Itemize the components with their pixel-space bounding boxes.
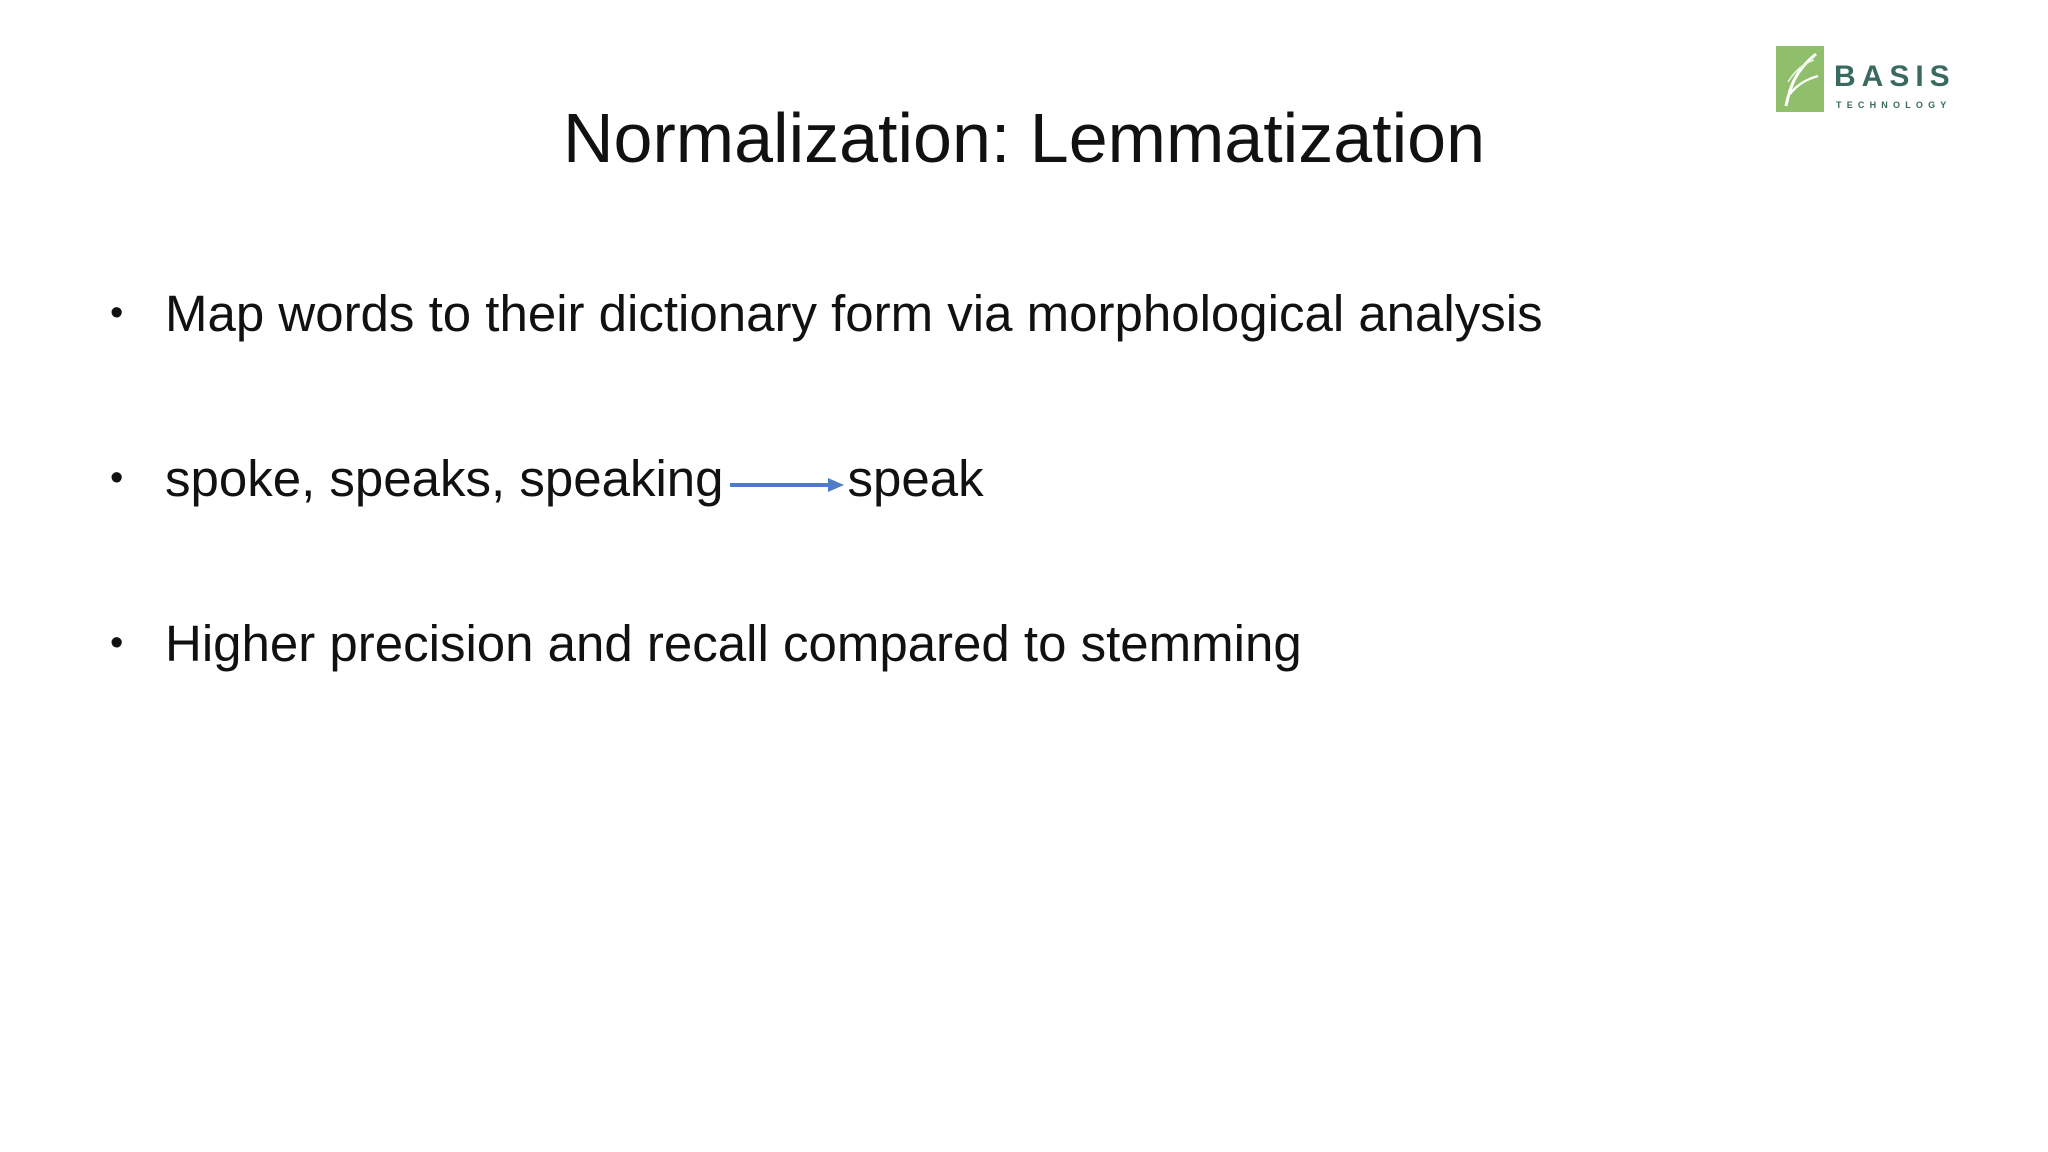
logo-wordmark: BASIS (1834, 60, 1956, 93)
lemma-example (165, 448, 984, 509)
bullet-marker: • (110, 457, 124, 499)
logo-tagline: TECHNOLOGY (1836, 100, 1952, 110)
bullet-text: Map words to their dictionary form via morphological analysis (165, 285, 1543, 342)
right-arrow-icon (728, 470, 846, 500)
bullet-text: Higher precision and recall compared to stemming (165, 615, 1302, 672)
bullet-marker: • (110, 622, 124, 664)
slide-title: Normalization: Lemmatization (562, 99, 1486, 177)
inflected-forms: spoke, speaks, speaking (165, 450, 724, 507)
lemma-form: speak (847, 450, 984, 507)
bullet-marker: • (110, 292, 124, 334)
